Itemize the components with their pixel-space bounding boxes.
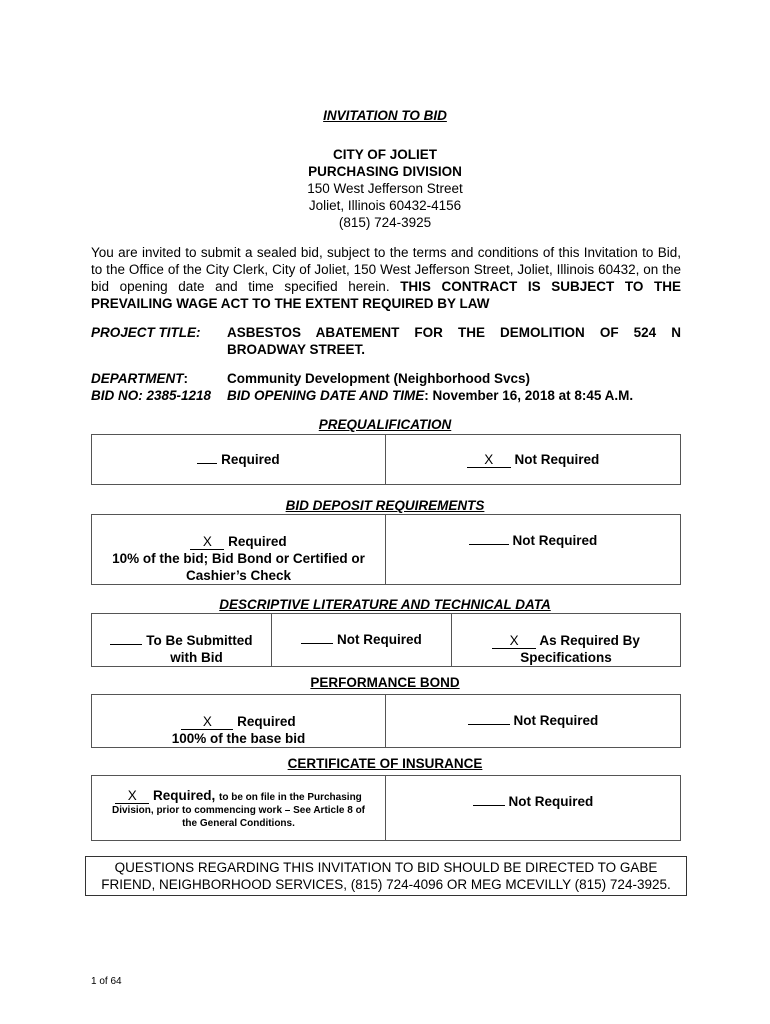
prequalification-not-required-cell — [386, 435, 681, 485]
bid-deposit-detail-2: Cashier’s Check — [185, 568, 292, 583]
project-title-row — [91, 324, 681, 358]
org-division: PURCHASING DIVISION — [308, 164, 462, 179]
literature-as-required-mark: X — [492, 634, 536, 649]
bid-opening — [227, 387, 681, 404]
prequalification-table — [91, 434, 681, 485]
performance-bond-required-label: Required — [237, 714, 296, 729]
intro-paragraph — [91, 244, 681, 312]
bid-opening-label: BID OPENING DATE AND TIME — [227, 388, 425, 403]
literature-as-required-cell — [452, 614, 681, 667]
literature-submitted-cell — [92, 614, 272, 667]
department-label: DEPARTMENT: — [91, 371, 189, 386]
prequalification-not-required-label: Not Required — [514, 452, 600, 467]
bid-deposit-not-required-cell — [386, 515, 681, 585]
performance-bond-not-required-label: Not Required — [513, 713, 599, 728]
page-number: 1 of 64 — [91, 976, 122, 987]
performance-bond-detail: 100% of the base bid — [171, 731, 306, 746]
phone-number: (815) 724-3925 — [338, 215, 432, 230]
performance-bond-title: PERFORMANCE BOND — [310, 675, 460, 690]
literature-submitted-line2: with Bid — [170, 650, 223, 665]
performance-bond-not-required-cell — [386, 695, 681, 748]
prequalification-not-required-mark: X — [467, 453, 511, 468]
literature-submitted-mark — [110, 644, 142, 645]
department-row — [91, 370, 681, 387]
prequalification-required-cell — [92, 435, 386, 485]
literature-submitted-label: To Be Submitted — [146, 633, 253, 648]
bid-deposit-title: BID DEPOSIT REQUIREMENTS — [285, 498, 485, 513]
performance-bond-required-cell — [92, 695, 386, 748]
insurance-required-mark: X — [115, 789, 149, 804]
project-title-value: ASBESTOS ABATEMENT FOR THE DEMOLITION OF 524 N BROADWAY STREET. — [227, 325, 681, 357]
insurance-required-cell — [92, 776, 386, 841]
bid-row — [91, 387, 681, 404]
bid-deposit-required-cell — [92, 515, 386, 585]
performance-bond-table — [91, 694, 681, 748]
insurance-not-required-label: Not Required — [508, 794, 594, 809]
performance-bond-not-required-mark — [468, 724, 510, 725]
literature-not-required-mark — [301, 643, 333, 644]
literature-title: DESCRIPTIVE LITERATURE AND TECHNICAL DATA — [219, 597, 551, 612]
project-title-label: PROJECT TITLE: — [91, 325, 201, 340]
bid-deposit-required-mark: X — [190, 535, 224, 550]
bid-deposit-required-label: Required — [228, 534, 287, 549]
insurance-required-note-2: Division, prior to commencing work – See Article 8 of — [111, 805, 366, 816]
insurance-not-required-mark — [473, 805, 505, 806]
insurance-not-required-cell — [386, 776, 681, 841]
prequalification-required-label: Required — [221, 452, 280, 467]
address-block — [0, 146, 770, 231]
bid-number-label: BID NO: 2385-1218 — [91, 388, 212, 403]
bid-deposit-not-required-mark — [469, 544, 509, 545]
bid-opening-value: : November 16, 2018 at 8:45 A.M. — [424, 388, 634, 403]
questions-line-1: QUESTIONS REGARDING THIS INVITATION TO BID SHOULD BE DIRECTED TO GABE — [114, 860, 658, 875]
bid-deposit-not-required-label: Not Required — [512, 533, 598, 548]
bid-deposit-detail: 10% of the bid; Bid Bond or Certified or — [112, 551, 365, 566]
questions-box — [85, 856, 687, 896]
insurance-table — [91, 775, 681, 841]
document-title: INVITATION TO BID — [323, 108, 447, 123]
literature-table — [91, 613, 681, 667]
bid-deposit-table — [91, 514, 681, 585]
intro-text: You are invited to submit a sealed bid, subject to the terms and conditions of this Invitation to Bid, to the Office of the City Clerk, City of Joliet, 150 West Jefferson Street, Joliet, Illinois 60432, on the bid opening date and time specified herein. — [91, 245, 681, 294]
literature-not-required-label: Not Required — [337, 632, 422, 647]
org-name: CITY OF JOLIET — [332, 147, 437, 162]
literature-not-required-cell — [272, 614, 452, 667]
intro-bold-text: THIS CONTRACT IS SUBJECT TO THE PREVAILING WAGE ACT TO THE EXTENT REQUIRED BY LAW — [91, 279, 681, 311]
literature-as-required-line2: Specifications — [520, 650, 612, 665]
prequalification-title: PREQUALIFICATION — [318, 417, 452, 432]
literature-as-required-label: As Required By — [539, 633, 640, 648]
insurance-required-label: Required, — [152, 788, 216, 803]
insurance-title: CERTIFICATE OF INSURANCE — [287, 756, 483, 771]
insurance-required-note: to be on file in the Purchasing — [219, 792, 362, 803]
department-value: Community Development (Neighborhood Svcs) — [227, 371, 531, 386]
street-address: 150 West Jefferson Street — [307, 181, 463, 196]
performance-bond-required-mark: X — [181, 715, 233, 730]
prequalification-required-mark — [197, 463, 217, 464]
questions-line-2: FRIEND, NEIGHBORHOOD SERVICES, (815) 724-4096 OR MEG MCEVILLY (815) 724-3925. — [101, 877, 671, 892]
city-state-zip: Joliet, Illinois 60432-4156 — [308, 198, 462, 213]
insurance-required-note-3: the General Conditions. — [182, 818, 295, 829]
